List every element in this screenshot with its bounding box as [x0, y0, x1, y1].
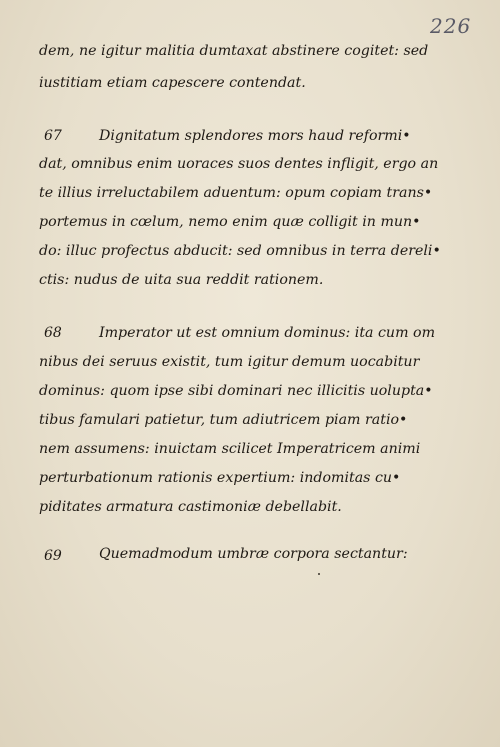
text-line: te illius irreluctabilem aduentum: opum copiam trans• — [39, 185, 433, 201]
text-line: perturbationum rationis expertium: indomitas cu• — [39, 470, 401, 486]
section-first-line: Imperator ut est omnium dominus: ita cum om — [99, 325, 436, 341]
text-line: do: illuc profectus abducit: sed omnibus in terra dereli• — [39, 243, 441, 259]
text-line: portemus in cœlum, nemo enim quæ colligit in mun• — [39, 214, 421, 230]
text-line: dem, ne igitur malitia dumtaxat abstinere cogitet: sed — [39, 43, 429, 59]
text-line: nem assumens: inuictam scilicet Imperatricem animi — [39, 441, 421, 457]
section-first-line: Quemadmodum umbræ corpora sectantur: — [99, 546, 408, 562]
section-number: 69 — [44, 548, 62, 564]
text-line: ctis: nudus de uita sua reddit rationem. — [39, 272, 324, 288]
text-line: piditates armatura castimoniæ debellabit. — [39, 499, 342, 515]
section-number: 68 — [44, 325, 62, 341]
text-line: dat, omnibus enim uoraces suos dentes infligit, ergo an — [39, 156, 439, 172]
section-first-line: Dignitatum splendores mors haud reformi• — [99, 128, 411, 144]
text-line: iustitiam etiam capescere contendat. — [39, 75, 306, 91]
section-number: 67 — [44, 128, 62, 144]
page-number: 226 — [430, 14, 472, 38]
text-line: tibus famulari patietur, tum adiutricem piam ratio• — [39, 412, 408, 428]
text-line: dominus: quom ipse sibi dominari nec illicitis uolupta• — [39, 383, 433, 399]
ink-speck — [318, 573, 320, 575]
text-line: nibus dei seruus existit, tum igitur demum uocabitur — [39, 354, 420, 370]
